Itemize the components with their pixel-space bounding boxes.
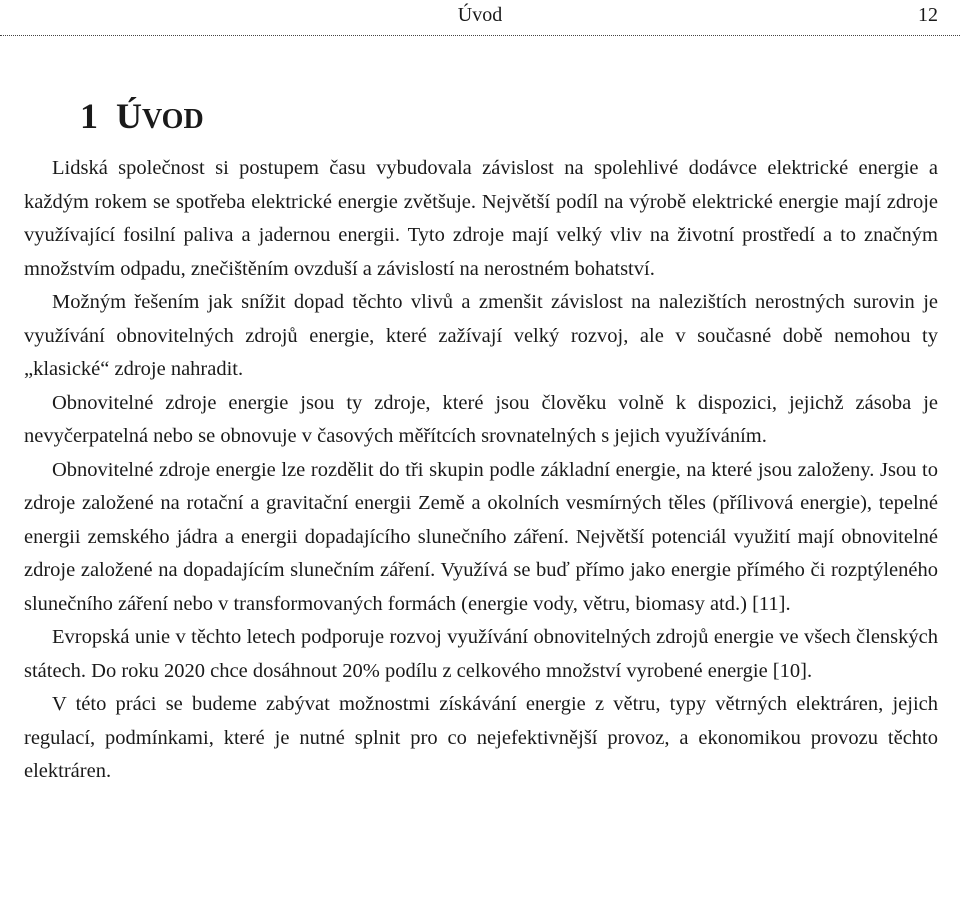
paragraph-definition: Obnovitelné zdroje energie jsou ty zdroje, které jsou člověku volně k dispozici, jejichž zásoba je nevyčerpatelná nebo se obnovuje v časových měřítcích srovnatelných s jejich využíváním.	[24, 391, 938, 447]
paragraph-eu: Evropská unie v těchto letech podporuje rozvoj využívání obnovitelných zdrojů energie ve všech členských státech. Do roku 2020 chce dosáhnout 20% podílu z celkového množství vyrobené energie [10].	[24, 626, 938, 682]
chapter-heading	[80, 98, 204, 134]
chapter-number: 1	[80, 96, 98, 136]
header-dotted-rule	[0, 35, 960, 36]
running-header	[0, 0, 960, 38]
body-text	[24, 152, 938, 789]
chapter-title-rest: VOD	[142, 104, 204, 135]
paragraph-solution: Možným řešením jak snížit dopad těchto vlivů a zmenšit závislost na nalezištích nerostných surovin je využívání obnovitelných zdrojů energie, které zažívají velký rozvoj, ale v současné době nemohou ty „klasické“ zdroje nahradit.	[24, 291, 938, 380]
page-number: 12	[918, 4, 938, 26]
chapter-title-initial: Ú	[116, 96, 142, 136]
paragraph-categories: Obnovitelné zdroje energie lze rozdělit do tři skupin podle základní energie, na které jsou založeny. Jsou to zdroje založené na rotační a gravitační energii Země a okolních vesmírných těles (přílivová energie), tepelné energii zemského jádra a energii dopadajícího slunečního záření. Největší potenciál využití mají obnovitelné zdroje založené na dopadajícím slunečním záření. Využívá se buď přímo jako energie přímého či rozptýleného slunečního záření nebo v transformovaných formách (energie vody, větru, biomasy atd.) [11].	[24, 458, 938, 615]
paragraph-intro: Lidská společnost si postupem času vybudovala závislost na spolehlivé dodávce elektrické energie a každým rokem se spotřeba elektrické energie zvětšuje. Největší podíl na výrobě elektrické energie mají zdroje využívající fosilní paliva a jadernou energii. Tyto zdroje mají velký vliv na životní prostředí a to značným množstvím odpadu, znečištěním ovzduší a závislostí na nerostném bohatství.	[24, 157, 938, 280]
running-title: Úvod	[457, 4, 503, 26]
paragraph-scope: V této práci se budeme zabývat možnostmi získávání energie z větru, typy větrných elektráren, jejich regulací, podmínkami, které je nutné splnit pro co nejefektivnější provoz, a ekonomikou provozu těchto elektráren.	[24, 693, 938, 782]
